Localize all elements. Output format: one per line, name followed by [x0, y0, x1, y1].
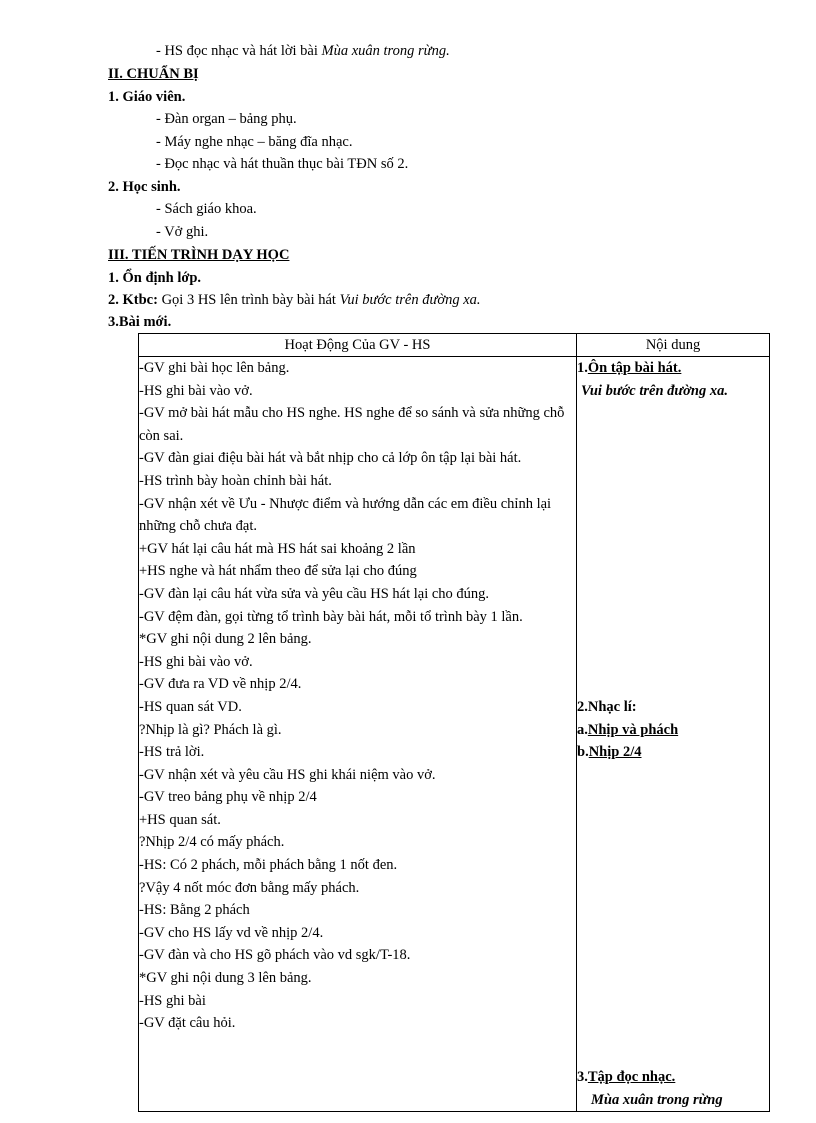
step-2-song: Vui bước trên đường xa. — [339, 292, 481, 308]
objective-line — [156, 40, 450, 62]
teacher-heading: 1. Giáo viên. — [108, 89, 186, 105]
content-2a: a.Nhịp và phách — [577, 721, 679, 738]
content-1-title: 1.Ôn tập bài hát. — [577, 360, 682, 376]
table-header-row — [139, 334, 770, 357]
activity-line: -HS ghi bài vào vở. — [139, 382, 253, 399]
header-content: Nội dung — [577, 334, 770, 357]
teacher-item: - Đàn organ – bảng phụ. — [156, 111, 297, 127]
activity-line: -HS: Có 2 phách, mỗi phách bằng 1 nốt đen. — [139, 857, 398, 874]
lesson-table — [138, 333, 770, 1112]
student-item: - Vở ghi. — [156, 224, 209, 240]
table-row — [139, 357, 770, 1112]
activity-line: -GV đưa ra VD về nhịp 2/4. — [139, 676, 302, 693]
activity-line: -GV đàn lại câu hát vừa sửa và yêu cầu HS hát lại cho đúng. — [139, 585, 490, 602]
activity-line: -HS trả lời. — [139, 744, 205, 761]
activity-line: *GV ghi nội dung 3 lên bảng. — [139, 970, 312, 987]
activity-line: -GV nhận xét về Ưu - Nhược điểm và hướng dẫn các em điều chỉnh lại những chỗ chưa đạt. — [139, 495, 552, 535]
activity-line: -GV cho HS lấy vd về nhịp 2/4. — [139, 924, 324, 941]
activity-line: -GV nhận xét và yêu cầu HS ghi khái niệm vào vở. — [139, 766, 436, 783]
activity-line: -HS trình bày hoàn chỉnh bài hát. — [139, 472, 332, 489]
header-activity: Hoạt Động Của GV - HS — [139, 334, 577, 357]
activity-line: ?Vậy 4 nốt móc đơn bằng mấy phách. — [139, 879, 360, 896]
activity-line: -HS quan sát VD. — [139, 698, 242, 715]
step-2 — [108, 289, 481, 311]
activity-line: -GV đàn và cho HS gõ phách vào vd sgk/T-18. — [139, 947, 411, 964]
activity-line: +HS quan sát. — [139, 811, 221, 828]
activity-line: -GV đàn giai điệu bài hát và bắt nhịp cho cả lớp ôn tập lại bài hát. — [139, 450, 522, 467]
content-cell — [577, 357, 770, 1112]
activity-line: -GV mở bài hát mẫu cho HS nghe. HS nghe để so sánh và sửa những chỗ còn sai. — [139, 405, 565, 444]
step-1: 1. Ổn định lớp. — [108, 270, 202, 286]
content-2-title: 2.Nhạc lí: — [577, 698, 637, 715]
step-3: 3.Bài mới. — [108, 314, 172, 330]
activity-line: ?Nhịp là gì? Phách là gì. — [139, 721, 282, 738]
step-2-text: Gọi 3 HS lên trình bày bài hát — [161, 292, 340, 308]
student-item: - Sách giáo khoa. — [156, 201, 257, 217]
activity-line: -GV ghi bài học lên bảng. — [139, 360, 290, 376]
activity-line: -HS: Bằng 2 phách — [139, 902, 250, 919]
activity-line: -GV treo bảng phụ về nhịp 2/4 — [139, 789, 317, 806]
activity-line: +GV hát lại câu hát mà HS hát sai khoảng 2 lần — [139, 540, 416, 557]
section-3-title: III. TIẾN TRÌNH DẠY HỌC — [108, 247, 290, 263]
activities-cell — [139, 357, 577, 1112]
activity-line: ?Nhịp 2/4 có mấy phách. — [139, 834, 285, 851]
teacher-item: - Máy nghe nhạc – băng đĩa nhạc. — [156, 134, 353, 150]
content-1-song: Vui bước trên đường xa. — [581, 382, 728, 399]
activity-line: -HS ghi bài vào vở. — [139, 653, 253, 670]
step-2-label: 2. Ktbc: — [108, 292, 162, 308]
objective-song: Mùa xuân trong rừng. — [321, 43, 450, 59]
content-2b: b.Nhịp 2/4 — [577, 744, 642, 761]
activity-line: *GV ghi nội dung 2 lên bảng. — [139, 631, 312, 648]
teacher-item: - Đọc nhạc và hát thuần thục bài TĐN số 2. — [156, 156, 409, 172]
content-3-song: Mùa xuân trong rừng — [591, 1091, 723, 1108]
section-2-title: II. CHUẨN BỊ — [108, 66, 199, 82]
student-heading: 2. Học sinh. — [108, 179, 181, 195]
activity-line: -HS ghi bài — [139, 992, 206, 1009]
activity-line: -GV đặt câu hỏi. — [139, 1015, 236, 1032]
activity-line: -GV đệm đàn, gọi từng tổ trình bày bài hát, mỗi tổ trình bày 1 lần. — [139, 608, 523, 625]
content-3-title: 3.Tập đọc nhạc. — [577, 1069, 676, 1085]
objective-text: - HS đọc nhạc và hát lời bài — [156, 43, 322, 59]
activity-line: +HS nghe và hát nhẩm theo để sửa lại cho đúng — [139, 563, 417, 580]
